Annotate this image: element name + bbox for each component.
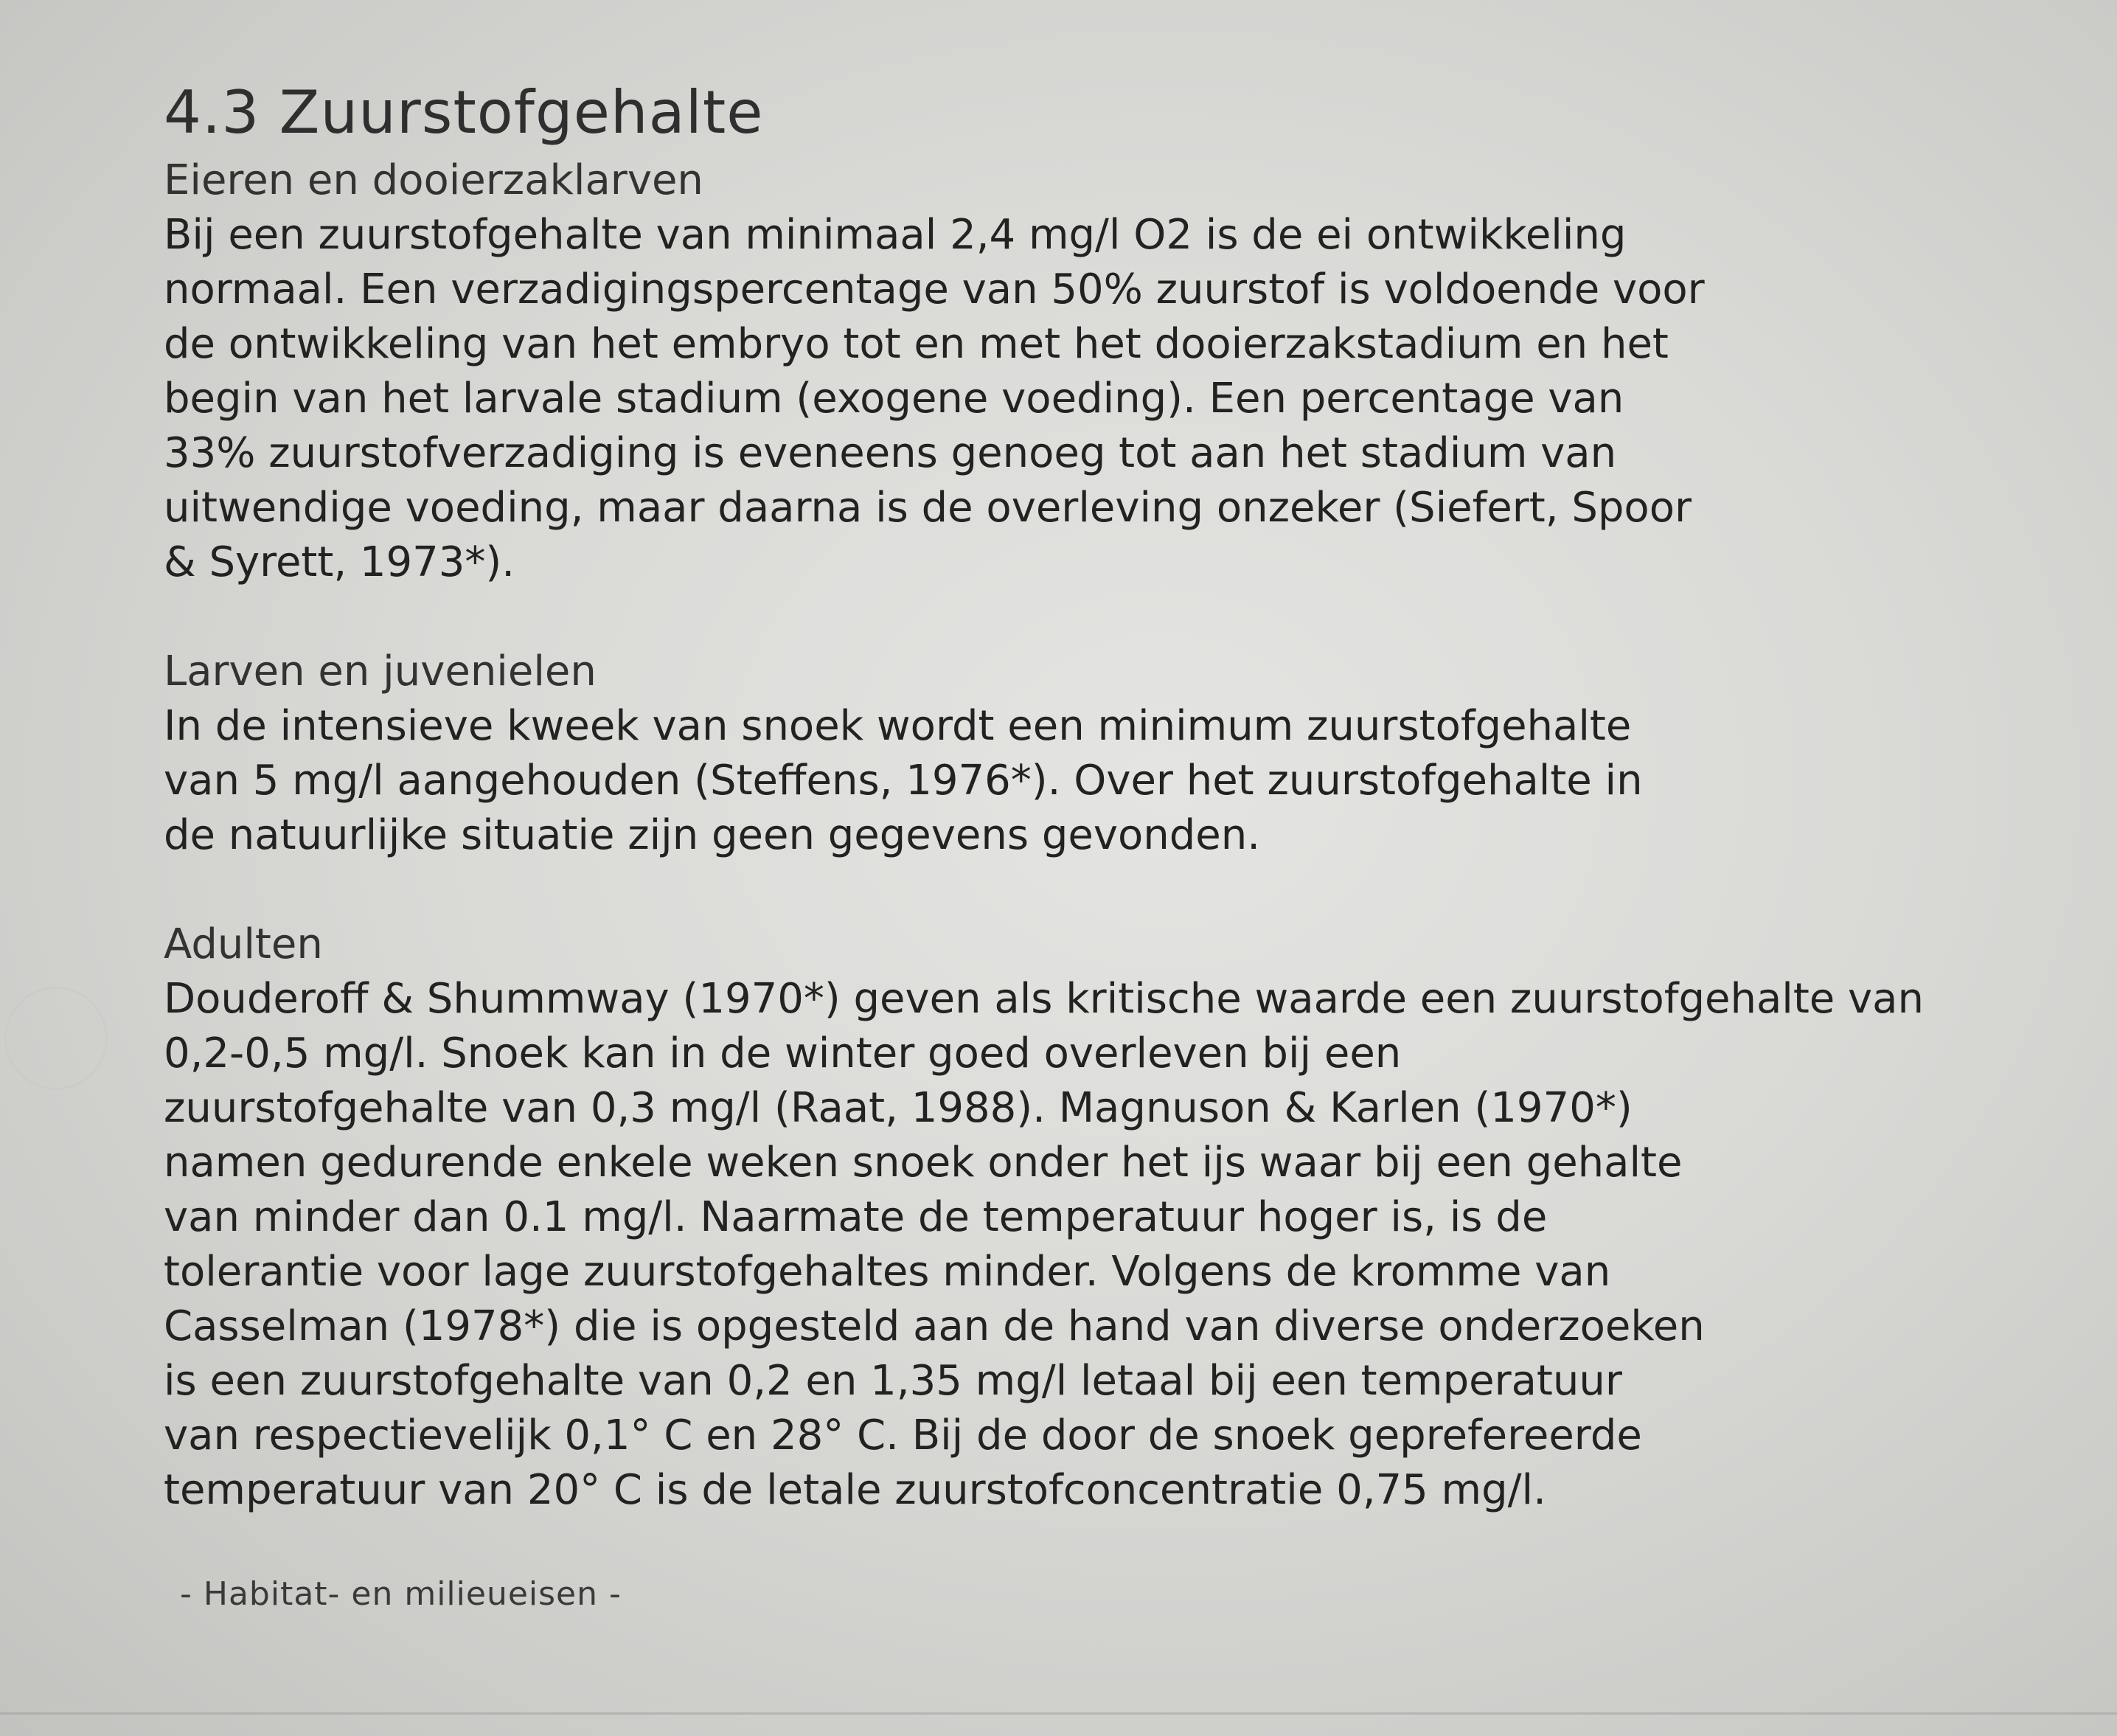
text-line: normaal. Een verzadigingspercentage van 50% zuurstof is voldoende voor — [164, 265, 1705, 313]
text-line: Douderoff & Shummway (1970*) geven als kritische waarde een zuurstofgehalte van — [164, 975, 1924, 1023]
section-title: 4.3 Zuurstofgehalte — [164, 78, 764, 147]
text-line: begin van het larvale stadium (exogene voeding). Een percentage van — [164, 375, 1624, 423]
text-line: de ontwikkeling van het embryo tot en met het dooierzakstadium en het — [164, 320, 1669, 368]
text-line: uitwendige voeding, maar daarna is de overleving onzeker (Siefert, Spoor — [164, 484, 1692, 532]
text-line: namen gedurende enkele weken snoek onder het ijs waar bij een gehalte — [164, 1139, 1683, 1187]
text-line: van respectievelijk 0,1° C en 28° C. Bij de door de snoek geprefereerde — [164, 1412, 1642, 1459]
paragraph-larven — [164, 699, 2081, 863]
document-page — [164, 72, 2081, 1665]
text-line: van 5 mg/l aangehouden (Steffens, 1976*). Over het zuurstofgehalte in — [164, 757, 1643, 805]
text-line: zuurstofgehalte van 0,3 mg/l (Raat, 1988). Magnuson & Karlen (1970*) — [164, 1084, 1633, 1132]
edge-circle-decoration — [4, 987, 108, 1090]
text-line: 0,2-0,5 mg/l. Snoek kan in de winter goed overleven bij een — [164, 1030, 1402, 1077]
text-line: Bij een zuurstofgehalte van minimaal 2,4 mg/l O2 is de ei ontwikkeling — [164, 211, 1627, 259]
bottom-rule — [0, 1712, 2117, 1715]
text-line: In de intensieve kweek van snoek wordt een minimum zuurstofgehalte — [164, 702, 1632, 750]
text-line: is een zuurstofgehalte van 0,2 en 1,35 mg/l letaal bij een temperatuur — [164, 1357, 1622, 1405]
text-line: van minder dan 0.1 mg/l. Naarmate de temperatuur hoger is, is de — [164, 1193, 1548, 1241]
paragraph-adulten — [164, 972, 2081, 1518]
page-footer: - Habitat- en milieueisen - — [180, 1575, 622, 1613]
paragraph-eieren — [164, 208, 2081, 590]
subheading-eieren: Eieren en dooierzaklarven — [164, 156, 703, 204]
subheading-larven: Larven en juvenielen — [164, 647, 597, 695]
text-line: de natuurlijke situatie zijn geen gegevens gevonden. — [164, 811, 1261, 859]
text-line: 33% zuurstofverzadiging is eveneens genoeg tot aan het stadium van — [164, 429, 1617, 477]
text-line: & Syrett, 1973*). — [164, 538, 515, 586]
subheading-adulten: Adulten — [164, 920, 323, 968]
paragraph-gap — [164, 863, 2081, 917]
text-line: Casselman (1978*) die is opgesteld aan de hand van diverse onderzoeken — [164, 1302, 1705, 1350]
text-line: temperatuur van 20° C is de letale zuurstofconcentratie 0,75 mg/l. — [164, 1466, 1546, 1514]
paragraph-gap — [164, 590, 2081, 645]
text-line: tolerantie voor lage zuurstofgehaltes minder. Volgens de kromme van — [164, 1248, 1611, 1296]
